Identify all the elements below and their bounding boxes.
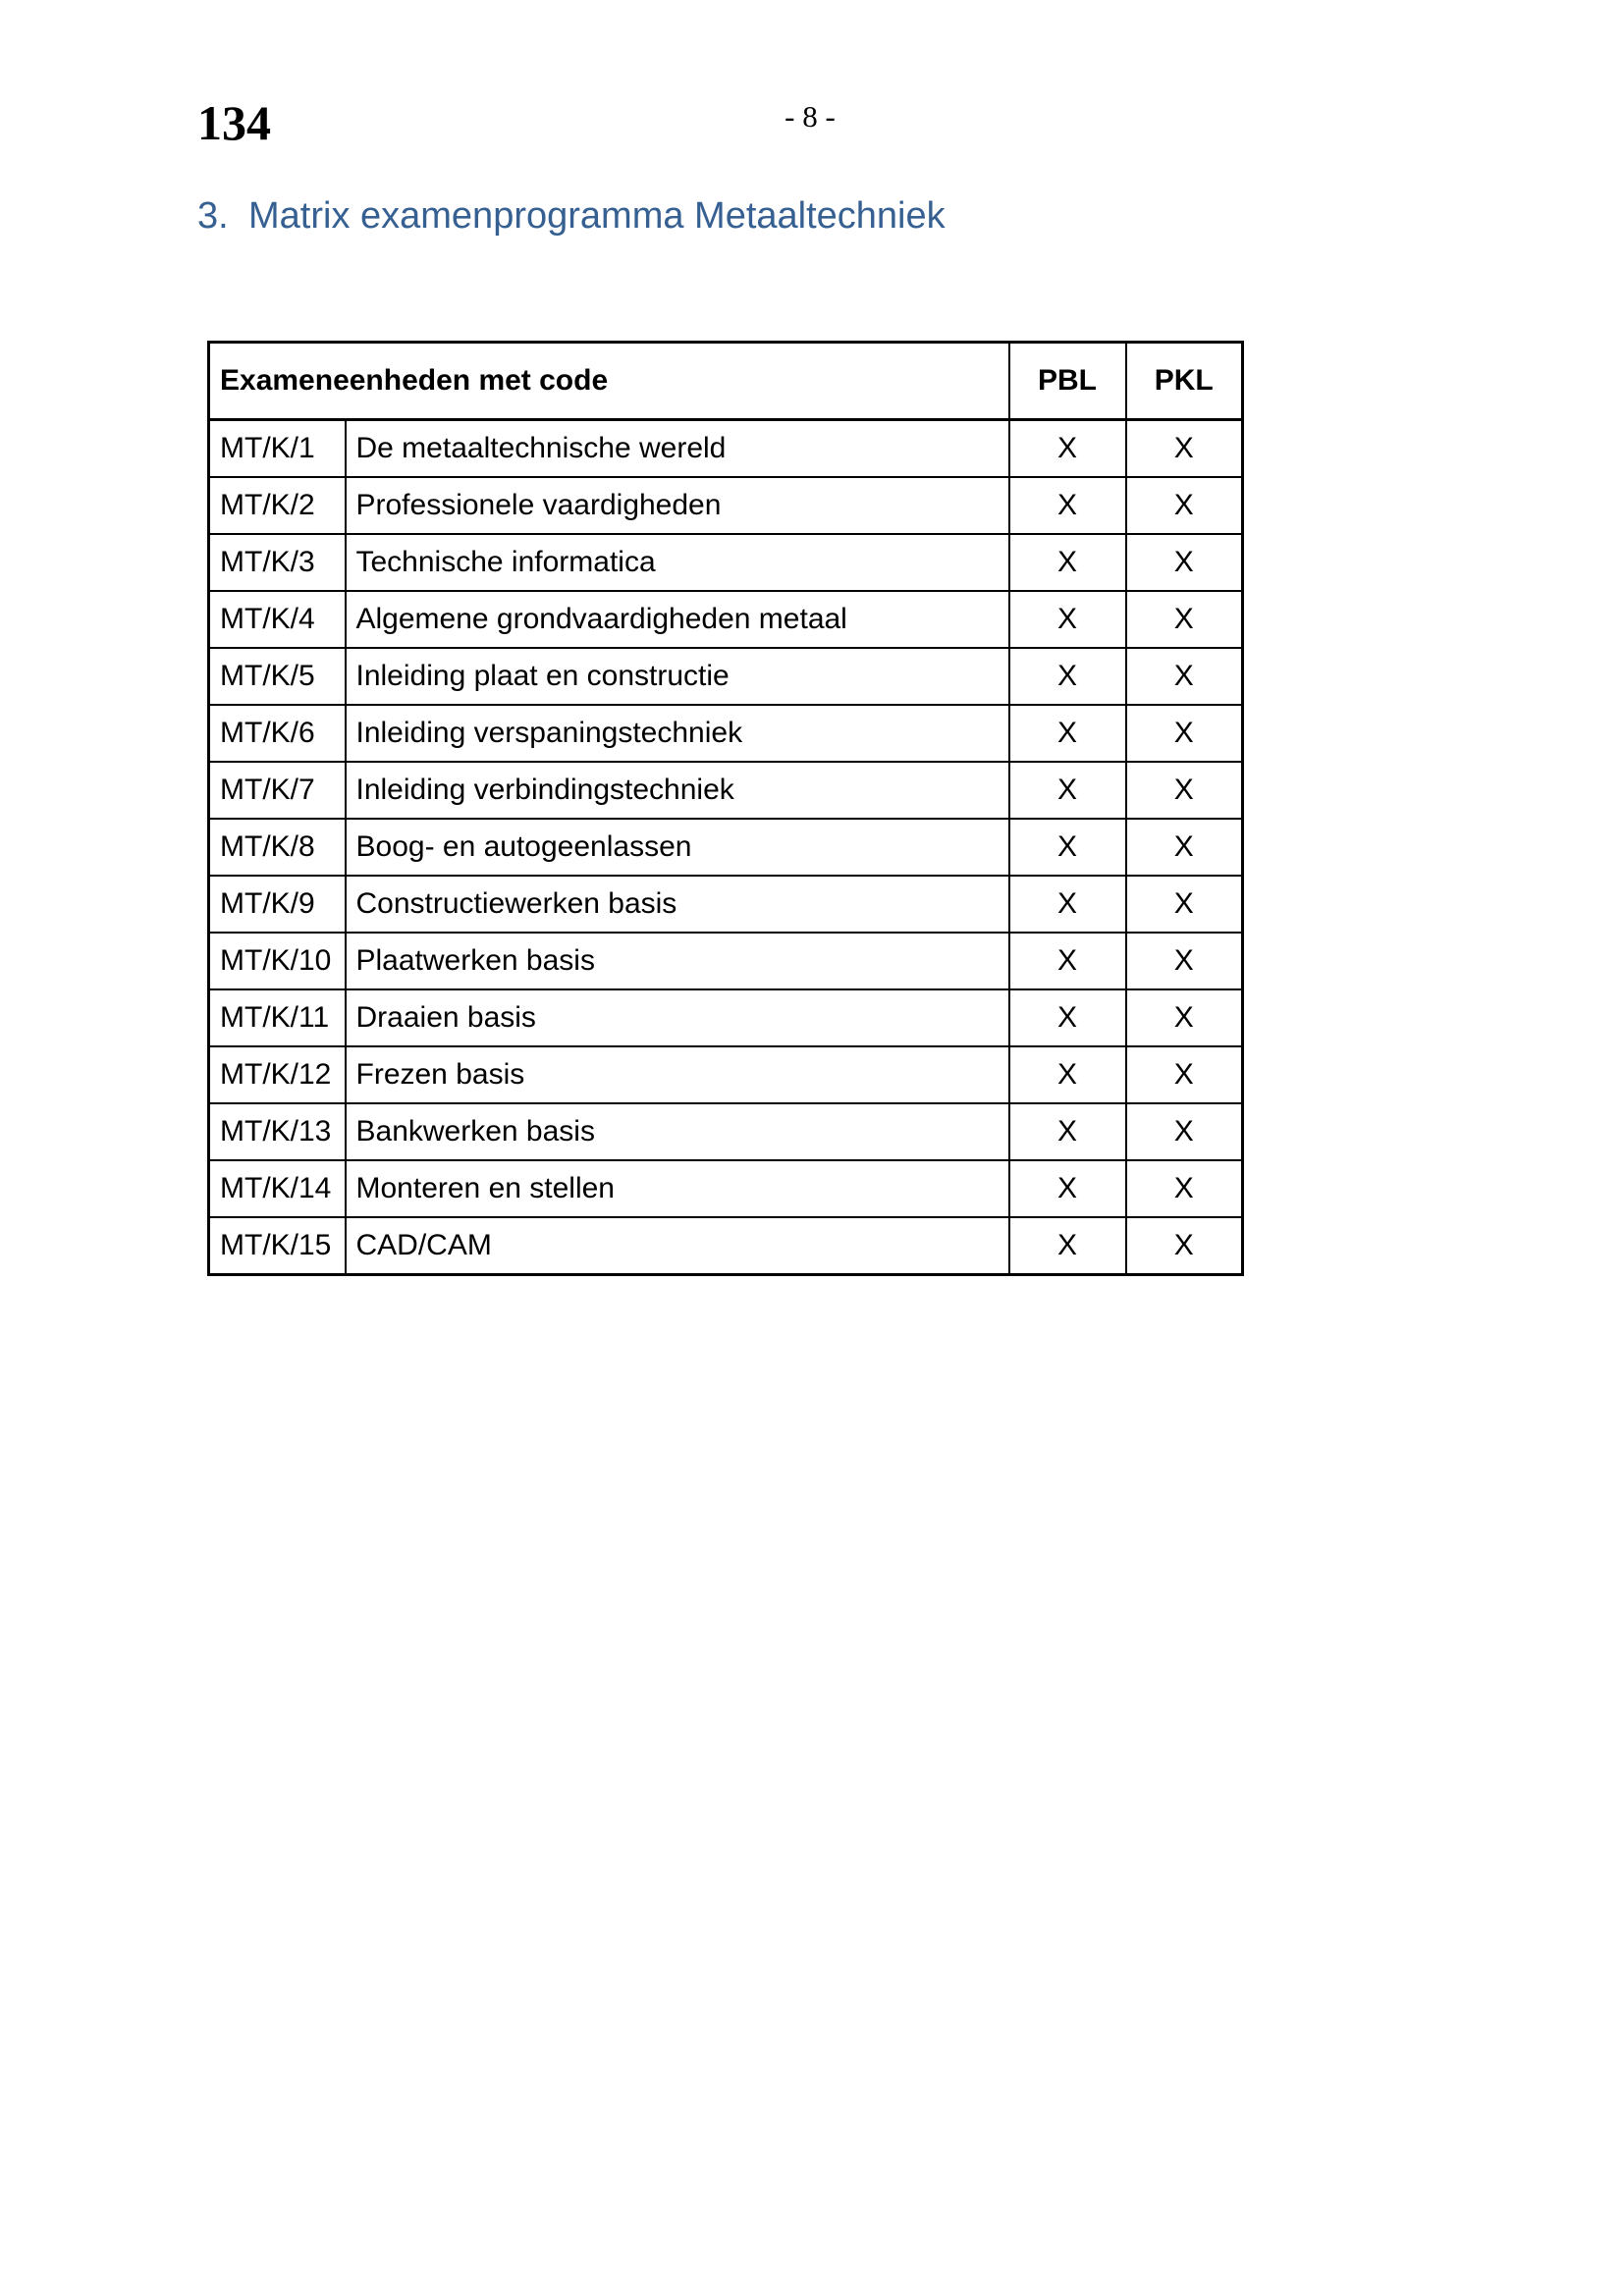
unit-code: MT/K/9: [209, 876, 346, 933]
pkl-mark: X: [1126, 591, 1243, 648]
pbl-mark: X: [1009, 1160, 1126, 1217]
unit-code: MT/K/8: [209, 819, 346, 876]
pkl-mark: X: [1126, 420, 1243, 478]
table-row: [209, 420, 1243, 478]
pbl-mark: X: [1009, 819, 1126, 876]
pbl-mark: X: [1009, 989, 1126, 1046]
unit-code: MT/K/11: [209, 989, 346, 1046]
unit-code: MT/K/2: [209, 477, 346, 534]
section-number: 3.: [197, 195, 229, 237]
pbl-mark: X: [1009, 1217, 1126, 1275]
unit-code: MT/K/3: [209, 534, 346, 591]
pkl-mark: X: [1126, 819, 1243, 876]
pbl-mark: X: [1009, 420, 1126, 478]
unit-name: Professionele vaardigheden: [346, 477, 1009, 534]
unit-name: Technische informatica: [346, 534, 1009, 591]
table-header-row: [209, 343, 1243, 420]
unit-code: MT/K/13: [209, 1103, 346, 1160]
section-title: [197, 194, 946, 240]
unit-name: Algemene grondvaardigheden metaal: [346, 591, 1009, 648]
pbl-mark: X: [1009, 648, 1126, 705]
pbl-mark: X: [1009, 705, 1126, 762]
table-row: [209, 591, 1243, 648]
unit-code: MT/K/4: [209, 591, 346, 648]
pbl-mark: X: [1009, 591, 1126, 648]
table-row: [209, 534, 1243, 591]
header-pkl: PKL: [1126, 343, 1243, 420]
unit-name: Bankwerken basis: [346, 1103, 1009, 1160]
table-row: [209, 1046, 1243, 1103]
unit-name: Boog- en autogeenlassen: [346, 819, 1009, 876]
unit-code: MT/K/7: [209, 762, 346, 819]
header-pbl: PBL: [1009, 343, 1126, 420]
unit-code: MT/K/14: [209, 1160, 346, 1217]
pbl-mark: X: [1009, 534, 1126, 591]
pkl-mark: X: [1126, 1217, 1243, 1275]
pbl-mark: X: [1009, 1103, 1126, 1160]
pkl-mark: X: [1126, 477, 1243, 534]
pkl-mark: X: [1126, 1103, 1243, 1160]
pbl-mark: X: [1009, 1046, 1126, 1103]
pkl-mark: X: [1126, 933, 1243, 989]
pkl-mark: X: [1126, 1160, 1243, 1217]
unit-name: Plaatwerken basis: [346, 933, 1009, 989]
unit-name: Frezen basis: [346, 1046, 1009, 1103]
pbl-mark: X: [1009, 876, 1126, 933]
table-row: [209, 933, 1243, 989]
pkl-mark: X: [1126, 1046, 1243, 1103]
pbl-mark: X: [1009, 477, 1126, 534]
table-row: [209, 1217, 1243, 1275]
exam-matrix-table: [207, 341, 1244, 1276]
unit-code: MT/K/1: [209, 420, 346, 478]
table-row: [209, 1160, 1243, 1217]
unit-code: MT/K/15: [209, 1217, 346, 1275]
table-row: [209, 762, 1243, 819]
pkl-mark: X: [1126, 762, 1243, 819]
unit-name: Monteren en stellen: [346, 1160, 1009, 1217]
unit-code: MT/K/10: [209, 933, 346, 989]
pkl-mark: X: [1126, 876, 1243, 933]
pkl-mark: X: [1126, 648, 1243, 705]
table-row: [209, 705, 1243, 762]
unit-code: MT/K/6: [209, 705, 346, 762]
section-title-text: Matrix examenprogramma Metaaltechniek: [248, 195, 946, 237]
table-row: [209, 819, 1243, 876]
unit-name: Inleiding verspaningstechniek: [346, 705, 1009, 762]
unit-name: CAD/CAM: [346, 1217, 1009, 1275]
table-row: [209, 1103, 1243, 1160]
table-body: [209, 420, 1243, 1275]
pkl-mark: X: [1126, 534, 1243, 591]
pkl-mark: X: [1126, 705, 1243, 762]
table-row: [209, 876, 1243, 933]
unit-name: Inleiding plaat en constructie: [346, 648, 1009, 705]
pkl-mark: X: [1126, 989, 1243, 1046]
header-units: Exameneenheden met code: [209, 343, 1009, 420]
page-counter: - 8 -: [785, 99, 836, 133]
page-number: 134: [197, 95, 271, 150]
unit-name: De metaaltechnische wereld: [346, 420, 1009, 478]
unit-name: Constructiewerken basis: [346, 876, 1009, 933]
table-row: [209, 477, 1243, 534]
unit-code: MT/K/12: [209, 1046, 346, 1103]
unit-name: Inleiding verbindingstechniek: [346, 762, 1009, 819]
pbl-mark: X: [1009, 762, 1126, 819]
unit-name: Draaien basis: [346, 989, 1009, 1046]
unit-code: MT/K/5: [209, 648, 346, 705]
table-row: [209, 648, 1243, 705]
table-row: [209, 989, 1243, 1046]
pbl-mark: X: [1009, 933, 1126, 989]
